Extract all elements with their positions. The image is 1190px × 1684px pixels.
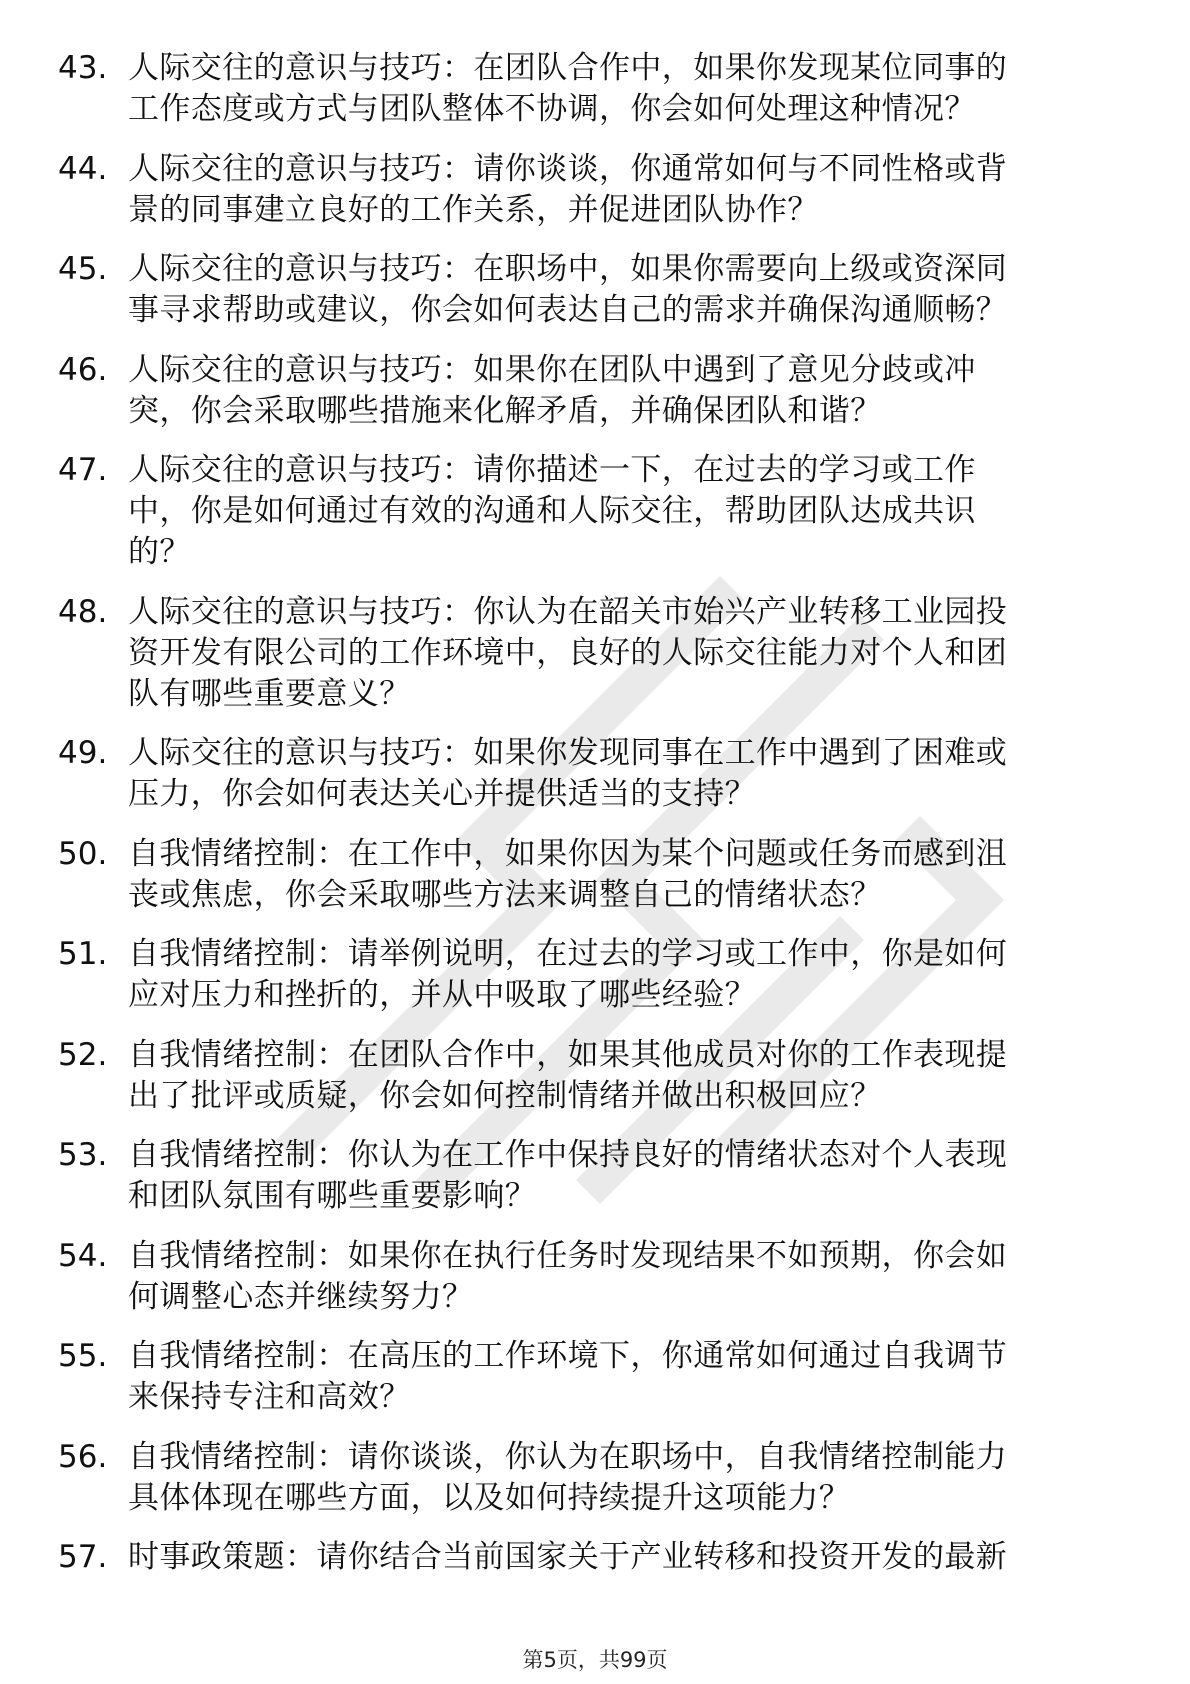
question-number: 43. bbox=[58, 50, 108, 86]
question-number: 46. bbox=[58, 351, 108, 388]
question-list bbox=[58, 48, 1128, 1597]
question-text bbox=[128, 450, 1128, 573]
question-text-line: 人际交往的意识与技巧：如果你发现同事在工作中遇到了困难或 bbox=[128, 735, 1008, 771]
question-number: 49. bbox=[58, 735, 108, 771]
question-item bbox=[58, 350, 1128, 432]
question-item bbox=[58, 1035, 1128, 1117]
question-item bbox=[58, 1135, 1128, 1217]
question-text-line: 自我情绪控制：在高压的工作环境下，你通常如何通过自我调节 bbox=[128, 1338, 1008, 1374]
question-number: 53. bbox=[58, 1137, 108, 1173]
question-text-line: 丧或焦虑，你会采取哪些方法来调整自己的情绪状态？ bbox=[128, 876, 882, 913]
question-text bbox=[128, 1336, 1128, 1418]
question-text-line: 自我情绪控制：请你谈谈，你认为在职场中，自我情绪控制能力 bbox=[128, 1438, 1008, 1475]
question-number: 47. bbox=[58, 452, 108, 488]
question-text bbox=[128, 350, 1128, 432]
question-text-line: 自我情绪控制：你认为在工作中保持良好的情绪状态对个人表现 bbox=[128, 1137, 1008, 1173]
question-item bbox=[58, 834, 1128, 916]
question-number: 50. bbox=[58, 835, 108, 872]
question-item bbox=[58, 592, 1128, 715]
question-item bbox=[58, 1336, 1128, 1418]
question-text-line: 自我情绪控制：如果你在执行任务时发现结果不如预期，你会如 bbox=[128, 1237, 1008, 1274]
question-text bbox=[128, 733, 1128, 815]
question-item bbox=[58, 1437, 1128, 1519]
question-number: 44. bbox=[58, 150, 108, 187]
question-text-line: 自我情绪控制：在工作中，如果你因为某个问题或任务而感到沮 bbox=[128, 835, 1008, 872]
question-text-line: 人际交往的意识与技巧：如果你在团队中遇到了意见分歧或冲 bbox=[128, 351, 976, 388]
question-number: 45. bbox=[58, 251, 108, 287]
question-text-line: 人际交往的意识与技巧：请你谈谈，你通常如何与不同性格或背 bbox=[128, 150, 1008, 187]
question-number: 54. bbox=[58, 1237, 108, 1274]
question-text-line: 时事政策题：请你结合当前国家关于产业转移和投资开发的最新 bbox=[128, 1539, 1008, 1575]
question-text bbox=[128, 1437, 1128, 1519]
question-text-line: 压力，你会如何表达关心并提供适当的支持？ bbox=[128, 776, 756, 812]
question-number: 51. bbox=[58, 936, 108, 972]
question-text-line: 工作态度或方式与团队整体不协调，你会如何处理这种情况？ bbox=[128, 91, 976, 127]
question-text-line: 自我情绪控制：在团队合作中，如果其他成员对你的工作表现提 bbox=[128, 1036, 1008, 1073]
question-text bbox=[128, 834, 1128, 916]
question-item bbox=[58, 934, 1128, 1016]
question-text-line: 何调整心态并继续努力？ bbox=[128, 1278, 474, 1315]
question-text bbox=[128, 1236, 1128, 1318]
question-text bbox=[128, 48, 1128, 130]
question-number: 57. bbox=[58, 1539, 108, 1575]
question-text bbox=[128, 1135, 1128, 1217]
question-text-line: 景的同事建立良好的工作关系，并促进团队协作？ bbox=[128, 191, 819, 228]
question-text-line: 的？ bbox=[128, 534, 191, 570]
question-text bbox=[128, 592, 1128, 715]
question-text-line: 人际交往的意识与技巧：在职场中，如果你需要向上级或资深同 bbox=[128, 251, 1008, 287]
question-text-line: 队有哪些重要意义？ bbox=[128, 675, 411, 712]
question-number: 48. bbox=[58, 593, 108, 630]
question-text-line: 应对压力和挫折的，并从中吸取了哪些经验？ bbox=[128, 977, 756, 1013]
question-text-line: 人际交往的意识与技巧：在团队合作中，如果你发现某位同事的 bbox=[128, 50, 1008, 86]
question-text-line: 中，你是如何通过有效的沟通和人际交往，帮助团队达成共识 bbox=[128, 493, 976, 529]
question-text-line: 事寻求帮助或建议，你会如何表达自己的需求并确保沟通顺畅？ bbox=[128, 292, 1008, 328]
question-item bbox=[58, 1537, 1128, 1578]
question-text bbox=[128, 934, 1128, 1016]
question-item bbox=[58, 249, 1128, 331]
question-text bbox=[128, 249, 1128, 331]
question-text-line: 人际交往的意识与技巧：你认为在韶关市始兴产业转移工业园投 bbox=[128, 593, 1008, 630]
question-text-line: 人际交往的意识与技巧：请你描述一下，在过去的学习或工作 bbox=[128, 452, 976, 488]
question-text bbox=[128, 1035, 1128, 1117]
question-item bbox=[58, 450, 1128, 573]
question-text-line: 自我情绪控制：请举例说明，在过去的学习或工作中，你是如何 bbox=[128, 936, 1008, 972]
question-text-line: 资开发有限公司的工作环境中，良好的人际交往能力对个人和团 bbox=[128, 634, 1008, 671]
question-item bbox=[58, 1236, 1128, 1318]
question-text-line: 突，你会采取哪些措施来化解矛盾，并确保团队和谐？ bbox=[128, 392, 882, 429]
question-item bbox=[58, 733, 1128, 815]
question-text bbox=[128, 1537, 1128, 1578]
question-number: 56. bbox=[58, 1438, 108, 1475]
question-number: 52. bbox=[58, 1036, 108, 1073]
question-text-line: 出了批评或质疑，你会如何控制情绪并做出积极回应？ bbox=[128, 1077, 882, 1114]
question-text bbox=[128, 149, 1128, 231]
question-text-line: 来保持专注和高效？ bbox=[128, 1379, 411, 1415]
question-item bbox=[58, 149, 1128, 231]
question-number: 55. bbox=[58, 1338, 108, 1374]
page-number-footer: 第5页，共99页 bbox=[522, 1648, 668, 1672]
question-item bbox=[58, 48, 1128, 130]
question-text-line: 和团队氛围有哪些重要影响？ bbox=[128, 1178, 537, 1214]
question-text-line: 具体体现在哪些方面，以及如何持续提升这项能力？ bbox=[128, 1479, 851, 1516]
